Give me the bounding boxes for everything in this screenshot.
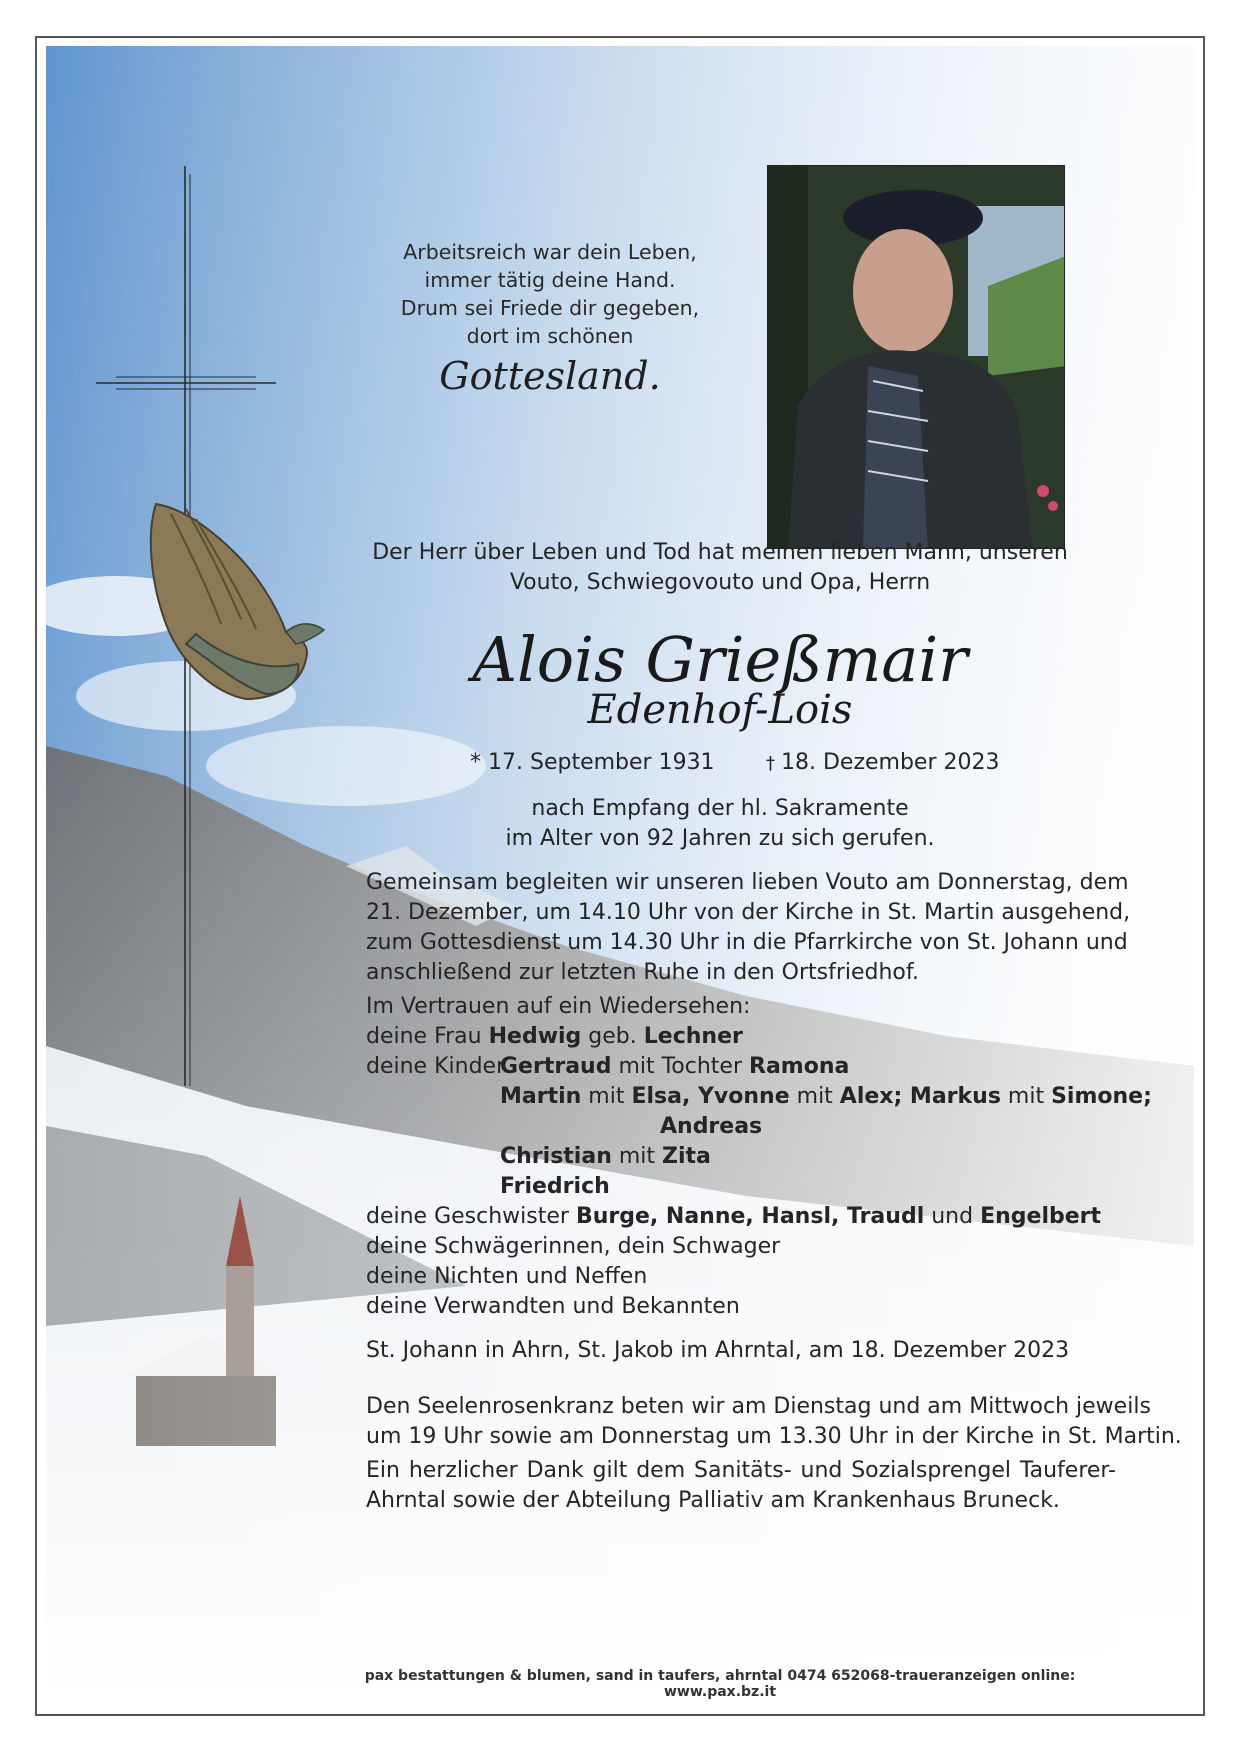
sacrament-line-1: nach Empfang der hl. Sakramente [531, 796, 909, 821]
intro-line-2: Vouto, Schwiegovouto und Opa, Herrn [509, 570, 931, 595]
funeral-details [366, 868, 1131, 988]
portrait-image [768, 166, 1065, 549]
place-and-date: St. Johann in Ahrn, St. Jakob im Ahrntal, am 18. Dezember 2023 [366, 1338, 1070, 1363]
verse-line: Drum sei Friede dir gegeben, [400, 296, 700, 320]
announcement-intro [330, 538, 1110, 598]
deceased-name: Alois Grießmair [472, 623, 968, 696]
mourner-child: Christian mit Zita [500, 1144, 711, 1169]
rosary-line: Den Seelenrosenkranz beten wir am Dienstag und am Mittwoch jeweils [366, 1394, 1151, 1419]
funeral-line: Gemeinsam begleiten wir unseren lieben Vouto am Donnerstag, dem [366, 870, 1129, 895]
deceased-nickname: Edenhof-Lois [587, 687, 853, 733]
thanks-note: Ein herzlicher Dank gilt dem Sanitäts- und Sozialsprengel Tauferer-Ahrntal sowie der Abteilung Palliativ am Krankenhaus Bruneck. [366, 1458, 1116, 1513]
mourner-siblings: deine Geschwister Burge, Nanne, Hansl, Traudl und Engelbert [366, 1204, 1102, 1229]
verse-closing: Gottesland. [439, 354, 661, 398]
verse-line: dort im schönen [466, 324, 634, 348]
death-date: 18. Dezember 2023 [781, 750, 1000, 775]
mourner-child: Martin mit Elsa, Yvonne mit Alex; Markus mit Simone; [500, 1084, 1152, 1109]
mourner-nieces: deine Nichten und Neffen [366, 1264, 648, 1289]
intro-line-1: Der Herr über Leben und Tod hat meinen lieben Mann, unseren [372, 540, 1068, 565]
sacrament-note [330, 794, 1110, 854]
verse-line: immer tätig deine Hand. [424, 268, 676, 292]
rosary-note [366, 1392, 1182, 1452]
funeral-line: 21. Dezember, um 14.10 Uhr von der Kirche in St. Martin ausgehend, [366, 900, 1131, 925]
footer-imprint: pax bestattungen & blumen, sand in taufers, ahrntal 0474 652068-traueranzeigen online: www.pax.bz.it [364, 1668, 1076, 1700]
sacrament-line-2: im Alter von 92 Jahren zu sich gerufen. [505, 826, 935, 851]
mourner-wife: deine Frau Hedwig geb. Lechner [366, 1024, 743, 1049]
death-date-row [766, 748, 1000, 779]
cross-icon: † [766, 753, 775, 774]
mourner-children: deine KinderGertraud mit Tochter Ramona [366, 1054, 850, 1079]
rosary-line: um 19 Uhr sowie am Donnerstag um 13.30 Uhr in der Kirche in St. Martin. [366, 1424, 1182, 1449]
mourner-child: Friedrich [500, 1174, 610, 1199]
funeral-line: zum Gottesdienst um 14.30 Uhr in die Pfarrkirche von St. Johann und [366, 930, 1128, 955]
mourner-relatives: deine Verwandten und Bekannten [366, 1294, 740, 1319]
memorial-verse [340, 238, 760, 400]
portrait-photo [767, 165, 1065, 549]
birth-date: * 17. September 1931 [470, 750, 715, 775]
funeral-line: anschließend zur letzten Ruhe in den Ortsfriedhof. [366, 960, 920, 985]
mourners-heading: Im Vertrauen auf ein Wiedersehen: [366, 994, 751, 1019]
obituary-panel [46, 46, 1194, 1706]
mourner-in-laws: deine Schwägerinnen, dein Schwager [366, 1234, 781, 1259]
mourners-list [366, 992, 1152, 1322]
praying-hands-icon [126, 494, 326, 704]
verse-line: Arbeitsreich war dein Leben, [403, 240, 697, 264]
mourner-child-cont: Andreas [660, 1114, 763, 1139]
